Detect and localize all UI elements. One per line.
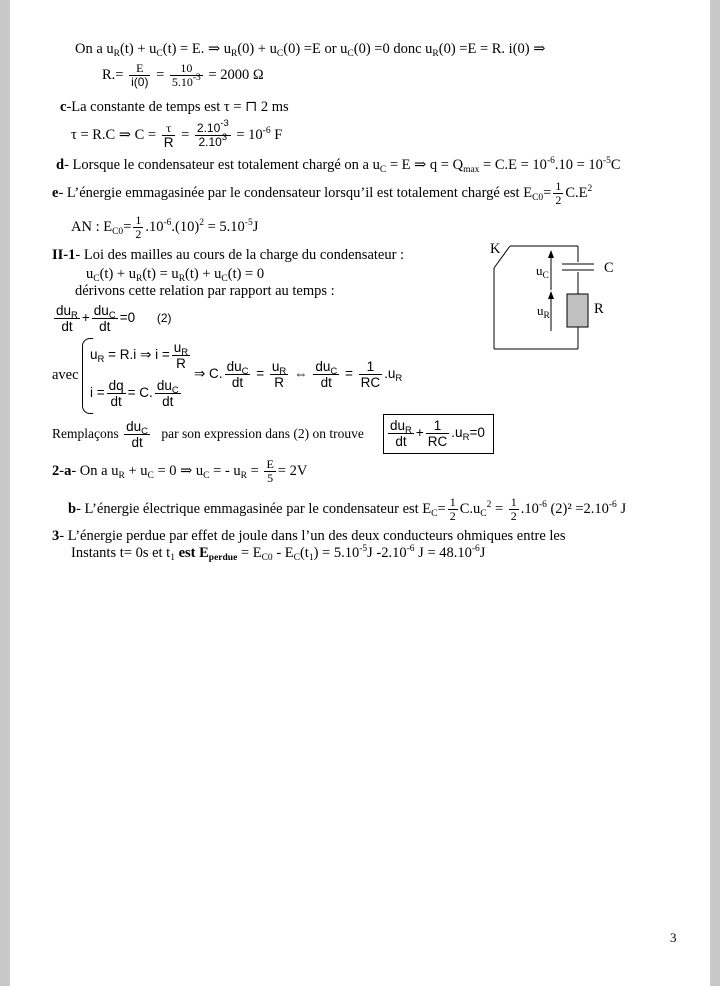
system-line-ur: $u_R = R.i$ ⇒ i = $\frac{u_R}{R}$ (90, 340, 189, 371)
ur-arrow-head (548, 291, 554, 299)
line-mesh-equation: $u_C(t) + u_R(t) = u_R(t) + u_C(t) = 0$ (86, 266, 265, 284)
line-ii-1: II-1- Loi des mailles au cours de la charge du condensateur : (52, 247, 405, 263)
rc-circuit-diagram (484, 236, 634, 356)
boxed-differential-equation: $du_R$ dt + $\frac{1}{RC}$ $.u_R=0$ (383, 414, 494, 454)
line-c-time-constant: c-La constante de temps est τ = ⊓ 2 ms (60, 99, 289, 115)
line-resistance: R.= $\frac{E}{i(0)}$ = $\frac{10}{5.10^{-3}}$ = 2000 Ω (102, 61, 264, 90)
system-result: ⇒ C. $du_C$ dt = $\frac{u_R}{R}$ ⇔ $du_C$ dt = $\frac{1}{RC}$ $.u_R$ (194, 358, 403, 390)
line-3-result: Instants t= 0s et $t_1$ est $E_{perdue} = E_{C0} - E_C(t_1) = 5.10^{-5}J$ $-2.10^{-6}$ $J = 48.10^{-6}J$ (71, 544, 486, 563)
line-derive: dérivons cette relation par rapport au temps : (75, 283, 335, 299)
line-2b: b- L’énergie électrique emmagasinée par le condensateur est $E_C=$ $\frac{1}{2}$ $C.u_C^2$ = $\frac{1}{2}$ $.10^{-6}$ $(2)^2 =2.10^{-6}$ J (68, 495, 627, 524)
page-number: 3 (670, 930, 677, 945)
line-remplacons: Remplaçons $du_C$ dt par son expression dans (2) on trouve (52, 419, 364, 451)
circuit-label-r: R (594, 301, 604, 317)
line-an-numeric: AN : $E_{C0}=$ $\frac{1}{2}$ $.10^{-6}.(10)^2 = 5.10^{-5}J$ (71, 213, 259, 242)
circuit-label-ur: $u_R$ (537, 303, 550, 321)
line-2a: 2-a- On a $u_R + u_C = 0$ ⇒ $u_C$ = - $u_R$ = $\frac{E}{5}$ = 2V (52, 457, 308, 486)
line-3: 3- L’énergie perdue par effet de joule dans l’un des deux conducteurs ohmiques entre les (52, 528, 566, 544)
document-page (10, 0, 710, 986)
line-derivative-eq: $du_R$ dt + $du_C$ dt =0 (2) (56, 302, 172, 334)
line-d-charge: d- Lorsque le condensateur est totalement chargé on a $u_C = E$ ⇒ $q = Q_{max} = C.E = 10^{-6}.10 = 10^{-5}C$ (56, 156, 621, 175)
line-e-energy: e- L’énergie emmagasinée par le condensateur lorsqu’il est totalement chargé est $E_{C0}=$ $\frac{1}{2}$ $C.E^2$ (52, 179, 593, 208)
line-initial-condition: On a $u_R(t) + u_C(t) = E$. ⇒ $u_R(0) + u_C(0) =E$ or $u_C(0) =0$ donc $u_R(0) =E = R$. i(0) ⇒ (75, 41, 546, 59)
resistor-body (567, 294, 588, 327)
avec-label: avec (52, 367, 79, 383)
line-tau-formula: τ = R.C ⇒ C = $\frac{\tau}{R}$ = $\frac{2.10^{-3}}{2.10^3}$ = $10^{-6}$ F (71, 118, 283, 151)
circuit-label-k: K (490, 241, 501, 257)
uc-arrow-head (548, 250, 554, 258)
circuit-label-uc: $u_C$ (536, 263, 549, 281)
circuit-label-c: C (604, 260, 614, 276)
system-line-i: i = $\frac{dq}{dt}$ = C. $du_C$ dt (90, 377, 179, 409)
